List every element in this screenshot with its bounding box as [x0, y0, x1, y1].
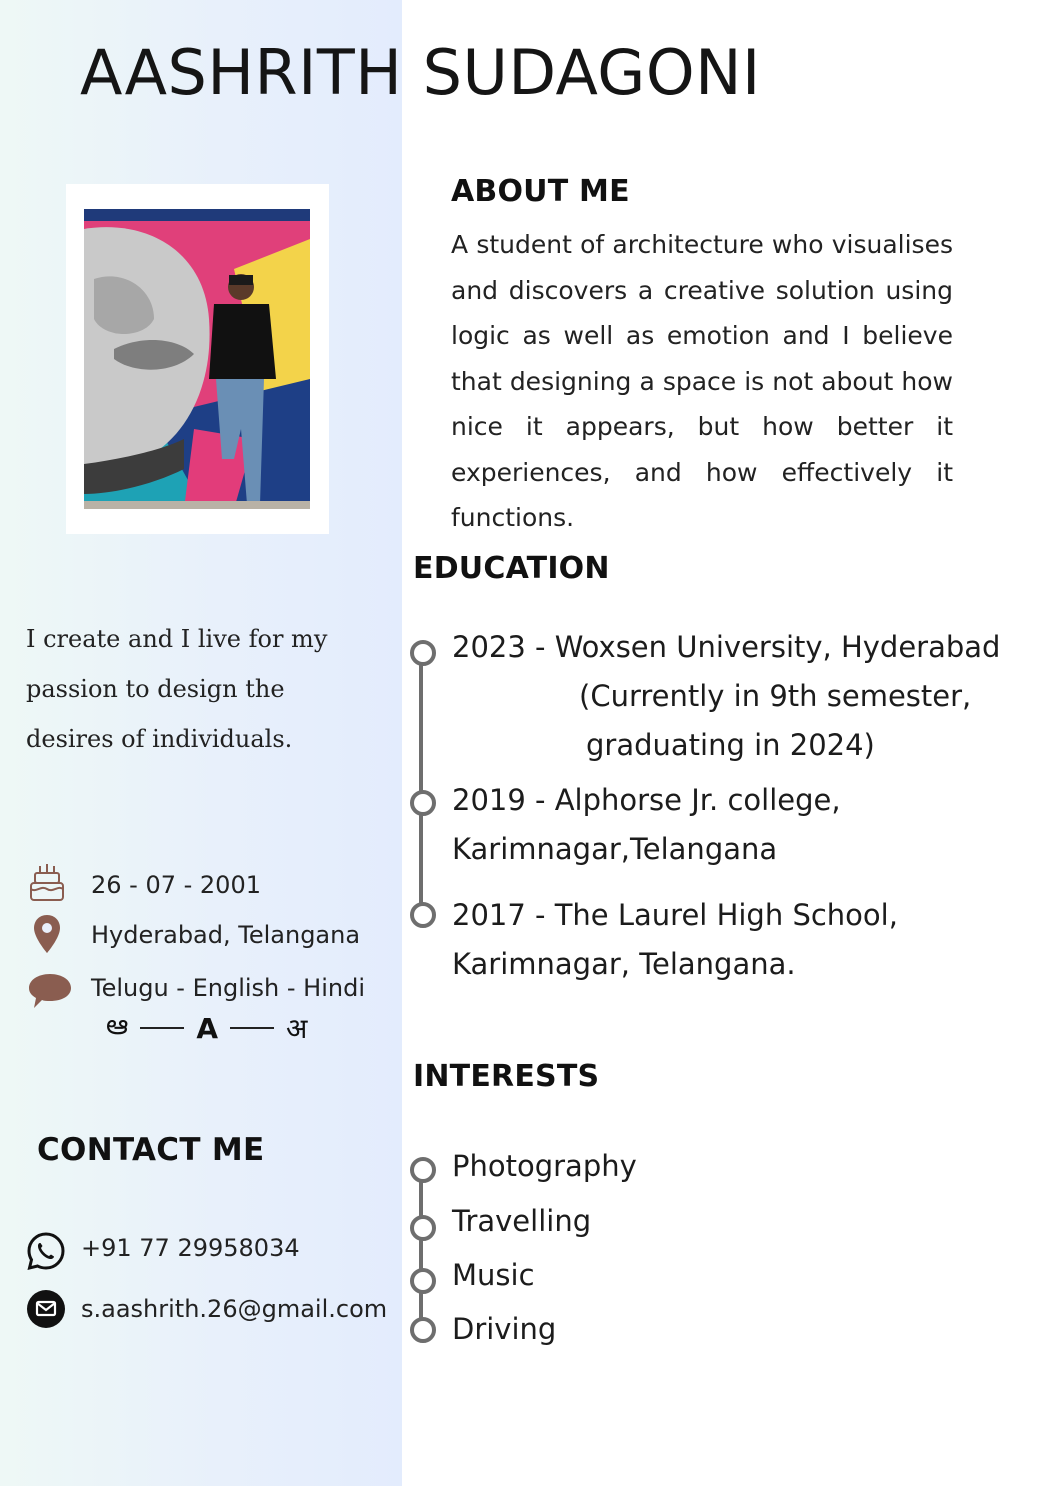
divider-line — [230, 1027, 274, 1029]
education-item-title: 2019 - Alphorse Jr. college, — [452, 783, 841, 817]
languages-text: Telugu - English - Hindi — [91, 974, 365, 1002]
education-item-title: 2023 - Woxsen University, Hyderabad — [452, 630, 1001, 664]
contact-heading: CONTACT ME — [37, 1132, 265, 1168]
about-line: nice it appears, but how better it — [451, 412, 953, 441]
interest-node — [410, 1268, 436, 1294]
telugu-script-glyph: ఆ — [106, 1008, 129, 1041]
phone-link[interactable]: +91 77 29958034 — [81, 1234, 300, 1262]
location-text: Hyderabad, Telangana — [91, 921, 361, 949]
language-scripts — [106, 1008, 307, 1048]
latin-script-glyph: A — [196, 1011, 219, 1045]
education-item-detail: Karimnagar,Telangana — [452, 832, 778, 866]
phone-row — [26, 1231, 66, 1276]
email-row — [26, 1289, 66, 1334]
tagline-line: desires of individuals. — [26, 725, 293, 753]
devanagari-script-glyph: अ — [286, 1012, 308, 1045]
about-line: functions. — [451, 503, 575, 532]
divider-line — [140, 1027, 184, 1029]
about-line: and discovers a creative solution using — [451, 275, 953, 305]
tagline-line: I create and I live for my — [26, 625, 328, 653]
interest-item: Photography — [452, 1149, 637, 1183]
interests-timeline-line — [419, 1175, 423, 1325]
birthday-cake-icon — [26, 862, 68, 904]
timeline-node — [410, 790, 436, 816]
location-pin-icon — [26, 913, 68, 955]
education-heading: EDUCATION — [413, 551, 610, 586]
email-icon — [26, 1289, 66, 1334]
speech-bubble-icon — [26, 969, 74, 1011]
education-item-detail: (Currently in 9th semester, — [579, 679, 972, 713]
about-heading: ABOUT ME — [451, 174, 630, 209]
personal-tagline — [26, 614, 386, 764]
education-item-title: 2017 - The Laurel High School, — [452, 898, 898, 932]
location-row — [26, 913, 68, 955]
profile-photo-frame — [66, 184, 329, 534]
about-line: experiences, and how effectively it — [451, 457, 953, 487]
email-link[interactable]: s.aashrith.26@gmail.com — [81, 1295, 388, 1323]
interest-item: Driving — [452, 1312, 557, 1346]
about-line: A student of architecture who visualises — [451, 230, 953, 259]
education-item-detail: graduating in 2024) — [586, 728, 875, 762]
tagline-line: passion to design the — [26, 675, 285, 703]
dob-row — [26, 862, 68, 904]
education-timeline-line — [419, 660, 423, 910]
interest-node — [410, 1157, 436, 1183]
dob-text: 26 - 07 - 2001 — [91, 871, 261, 899]
interest-item: Music — [452, 1258, 535, 1292]
interest-node — [410, 1215, 436, 1241]
timeline-node — [410, 902, 436, 928]
interest-item: Travelling — [452, 1204, 592, 1238]
resume-name: AASHRITH SUDAGONI — [80, 36, 761, 109]
about-line: logic as well as emotion and I believe — [451, 321, 953, 350]
education-item-detail: Karimnagar, Telangana. — [452, 947, 796, 981]
interests-heading: INTERESTS — [413, 1059, 600, 1094]
timeline-node — [410, 640, 436, 666]
about-line: that designing a space is not about how — [451, 366, 953, 396]
whatsapp-icon — [26, 1231, 66, 1276]
interest-node — [410, 1317, 436, 1343]
languages-row — [26, 969, 74, 1011]
profile-photo — [84, 209, 310, 509]
about-paragraph — [451, 222, 953, 541]
